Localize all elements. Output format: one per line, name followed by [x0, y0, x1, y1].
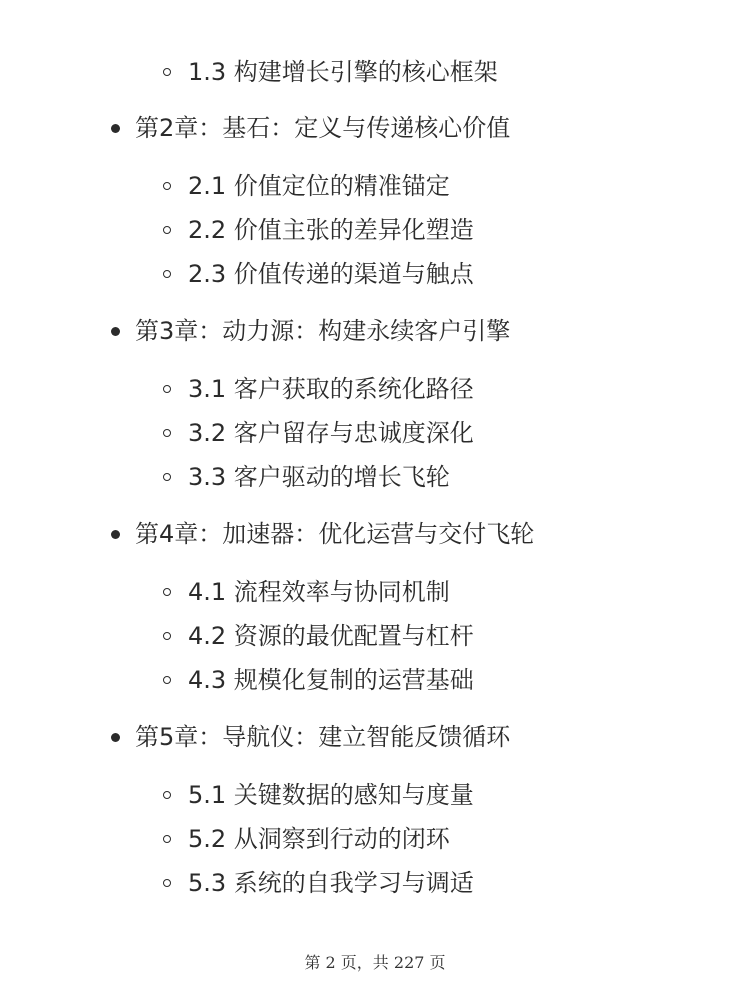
toc-section-5-3[interactable]: 5.3 系统的自我学习与调适 [188, 869, 474, 897]
hollow-bullet-icon [163, 473, 171, 481]
hollow-bullet-icon [163, 226, 171, 234]
toc-chapter-2[interactable]: 第2章：基石：定义与传递核心价值 [135, 114, 511, 142]
hollow-bullet-icon [163, 588, 171, 596]
toc-section-2-3[interactable]: 2.3 价值传递的渠道与触点 [188, 260, 474, 288]
hollow-bullet-icon [163, 385, 171, 393]
hollow-bullet-icon [163, 676, 171, 684]
hollow-bullet-icon [163, 68, 171, 76]
filled-bullet-icon [111, 733, 120, 742]
toc-section-4-1[interactable]: 4.1 流程效率与协同机制 [188, 578, 450, 606]
hollow-bullet-icon [163, 632, 171, 640]
filled-bullet-icon [111, 530, 120, 539]
filled-bullet-icon [111, 327, 120, 336]
toc-chapter-5[interactable]: 第5章：导航仪：建立智能反馈循环 [135, 723, 511, 751]
toc-section-3-3[interactable]: 3.3 客户驱动的增长飞轮 [188, 463, 450, 491]
hollow-bullet-icon [163, 835, 171, 843]
hollow-bullet-icon [163, 182, 171, 190]
toc-chapter-3[interactable]: 第3章：动力源：构建永续客户引擎 [135, 317, 511, 345]
toc-section-4-2[interactable]: 4.2 资源的最优配置与杠杆 [188, 622, 474, 650]
toc-section-5-2[interactable]: 5.2 从洞察到行动的闭环 [188, 825, 450, 853]
hollow-bullet-icon [163, 791, 171, 799]
toc-section-4-3[interactable]: 4.3 规模化复制的运营基础 [188, 666, 474, 694]
toc-section-3-1[interactable]: 3.1 客户获取的系统化路径 [188, 375, 474, 403]
hollow-bullet-icon [163, 879, 171, 887]
page-number: 第 2 页，共 227 页 [304, 953, 446, 972]
hollow-bullet-icon [163, 429, 171, 437]
toc-section-1-3[interactable]: 1.3 构建增长引擎的核心框架 [188, 58, 498, 86]
toc-section-2-1[interactable]: 2.1 价值定位的精准锚定 [188, 172, 450, 200]
toc-chapter-4[interactable]: 第4章：加速器：优化运营与交付飞轮 [135, 520, 535, 548]
filled-bullet-icon [111, 124, 120, 133]
hollow-bullet-icon [163, 270, 171, 278]
toc-section-2-2[interactable]: 2.2 价值主张的差异化塑造 [188, 216, 474, 244]
toc-section-3-2[interactable]: 3.2 客户留存与忠诚度深化 [188, 419, 474, 447]
toc-section-5-1[interactable]: 5.1 关键数据的感知与度量 [188, 781, 474, 809]
